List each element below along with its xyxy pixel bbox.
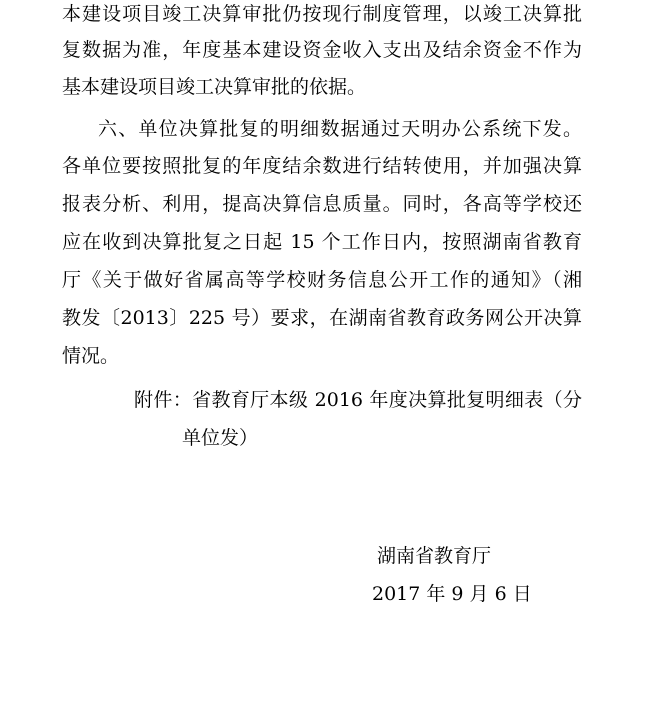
body-line-3: 基本建设项目竣工决算审批的依据。 xyxy=(62,76,367,98)
body-line-10: 情况。 xyxy=(62,345,120,367)
body-line-8: 厅《关于做好省属高等学校财务信息公开工作的通知》（湘 xyxy=(62,269,582,291)
body-line-5: 各单位要按照批复的年度结余数进行结转使用，并加强决算 xyxy=(62,155,582,177)
body-line-7: 应在收到决算批复之日起 15 个工作日内，按照湖南省教育 xyxy=(62,231,582,253)
attachment-line-2: 单位发） xyxy=(182,427,259,449)
body-line-1: 本建设项目竣工决算审批仍按现行制度管理，以竣工决算批 xyxy=(62,3,582,25)
attachment-line-1: 附件：省教育厅本级 2016 年度决算批复明细表（分 xyxy=(134,389,582,411)
signature-date: 2017 年 9 月 6 日 xyxy=(372,583,532,605)
body-line-6: 报表分析、利用，提高决算信息质量。同时，各高等学校还 xyxy=(62,193,582,215)
body-line-2: 复数据为准，年度基本建设资金收入支出及结余资金不作为 xyxy=(62,39,582,61)
signature-org: 湖南省教育厅 xyxy=(377,545,492,567)
body-line-4: 六、单位决算批复的明细数据通过天明办公系统下发。 xyxy=(98,118,582,140)
body-line-9: 教发〔2013〕225 号）要求，在湖南省教育政务网公开决算 xyxy=(62,307,582,329)
